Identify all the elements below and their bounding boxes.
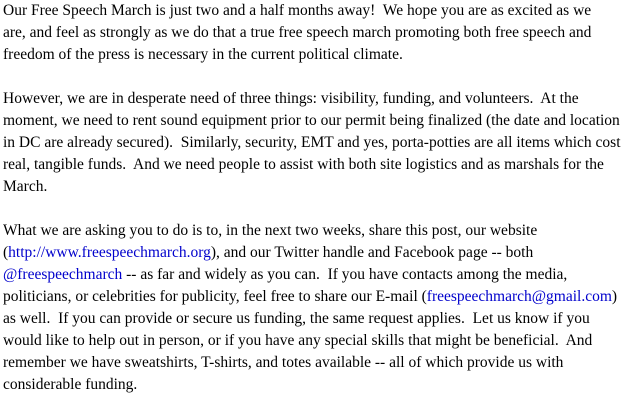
text-fragment: ) (611, 288, 618, 305)
text-line: What we are asking you to do is to, in the next two weeks, share this post, our website (3, 222, 538, 239)
text-line: However, we are in desperate need of three things: visibility, funding, and volunteers. At the (3, 90, 579, 107)
text-fragment: ), and our Twitter handle and Facebook page -- both (210, 244, 534, 261)
text-line: in DC are already secured). Similarly, security, EMT and yes, porta-potties are all items which cost (3, 134, 621, 151)
paragraph-spacer (3, 198, 641, 220)
text-line: would like to help out in person, or if you have any special skills that might be beneficial. And (3, 332, 593, 349)
document-body (3, 0, 641, 396)
text-line: are, and feel as strongly as we do that a true free speech march promoting both free speech and (3, 24, 592, 41)
email-link[interactable]: freespeechmarch@gmail.com (426, 288, 612, 305)
text-line: remember we have sweatshirts, T-shirts, and totes available -- all of which provide us with (3, 354, 564, 371)
text-line-with-email (3, 286, 641, 308)
text-line-with-website (3, 242, 641, 264)
text-line: Our Free Speech March is just two and a half months away! We hope you are as excited as we (3, 2, 592, 19)
text-line: as well. If you can provide or secure us funding, the same request applies. Let us know if you (3, 310, 590, 327)
twitter-handle-link[interactable]: @freespeechmarch (3, 266, 123, 283)
text-line: moment, we need to rent sound equipment prior to our permit being finalized (the date and location (3, 112, 620, 129)
text-line: freedom of the press is necessary in the current political climate. (3, 46, 403, 63)
paragraph-intro (3, 0, 641, 66)
paragraph-request (3, 220, 641, 396)
text-line: real, tangible funds. And we need people to assist with both site logistics and as marshals for the (3, 156, 604, 173)
paragraph-needs (3, 88, 641, 198)
paragraph-spacer (3, 66, 641, 88)
text-line-with-twitter (3, 264, 641, 286)
text-fragment: -- as far and widely as you can. If you have contacts among the media, (122, 266, 568, 283)
text-fragment: ( (3, 244, 9, 261)
text-fragment: politicians, or celebrities for publicity, feel free to share our E-mail ( (3, 288, 427, 305)
text-line: March. (3, 178, 48, 195)
text-line: considerable funding. (3, 376, 138, 393)
website-link[interactable]: http://www.freespeechmarch.org (8, 244, 211, 261)
